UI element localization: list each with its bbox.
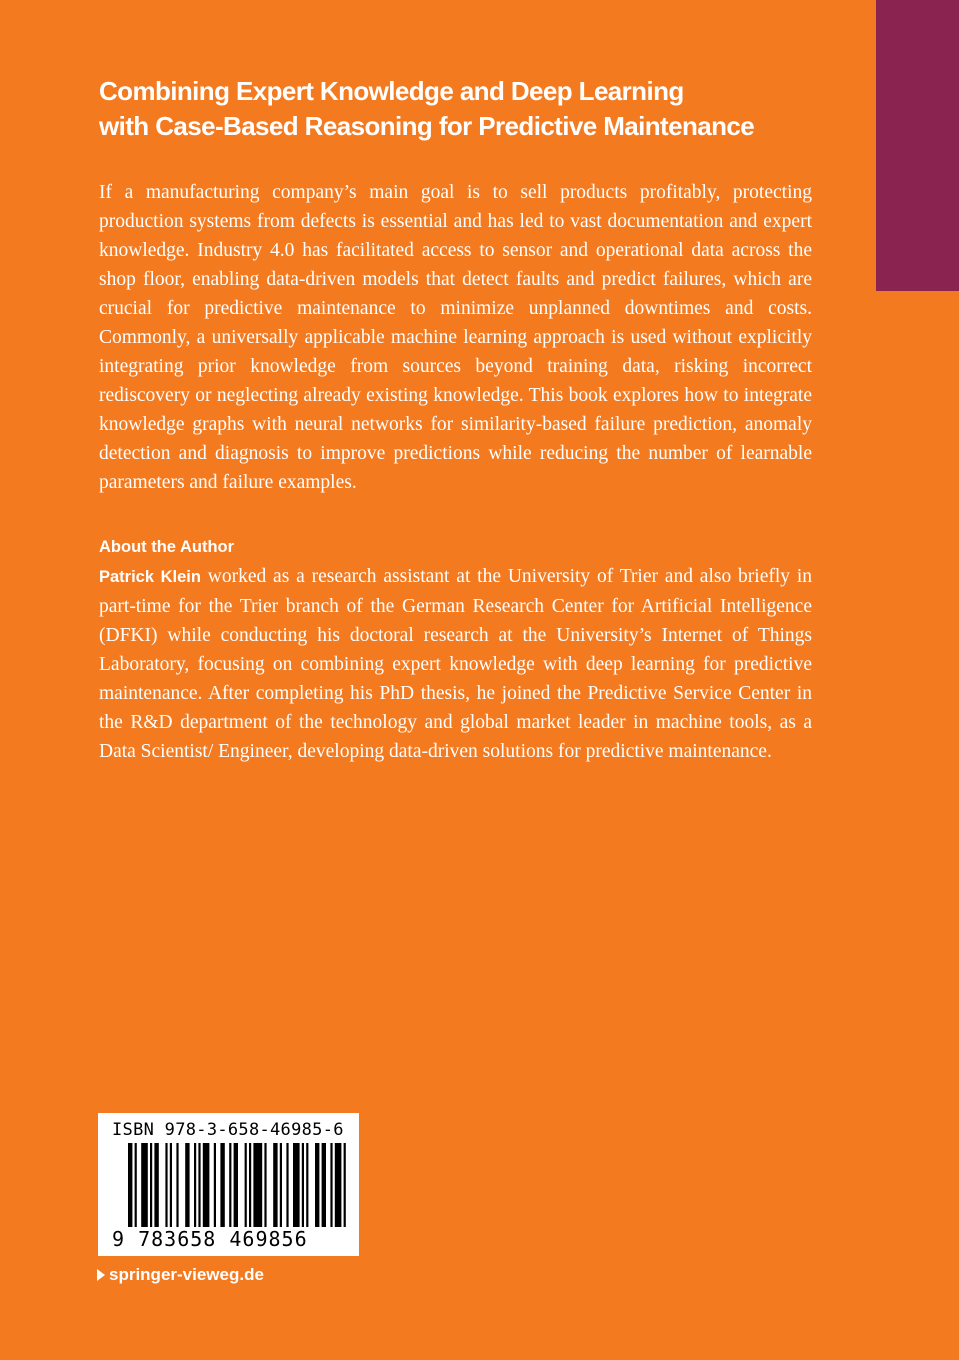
barcode-digits: 9 783658 469856 xyxy=(112,1227,308,1251)
barcode-bar xyxy=(344,1143,346,1227)
barcode-bar xyxy=(154,1143,158,1227)
barcode-bar xyxy=(293,1143,300,1227)
barcode-bar xyxy=(170,1143,172,1227)
barcode-bar xyxy=(249,1143,251,1227)
barcode-bar xyxy=(273,1143,277,1227)
barcode-bar xyxy=(245,1143,247,1227)
barcode-bar xyxy=(286,1143,288,1227)
about-author-heading: About the Author xyxy=(99,538,235,556)
barcode-bar xyxy=(128,1143,132,1227)
barcode-bar xyxy=(165,1143,167,1227)
barcode-bar xyxy=(253,1143,262,1227)
barcode-bar xyxy=(198,1143,200,1227)
isbn-barcode xyxy=(98,1113,359,1256)
author-name: Patrick Klein xyxy=(99,568,201,586)
barcode-bar xyxy=(185,1143,189,1227)
accent-color-bar xyxy=(876,0,959,291)
barcode-bar xyxy=(203,1143,210,1227)
barcode-bar xyxy=(214,1143,216,1227)
book-title-line-2: with Case-Based Reasoning for Predictive Maintenance xyxy=(99,111,755,141)
arrow-right-icon xyxy=(97,1269,105,1281)
publisher-url[interactable] xyxy=(97,1264,264,1286)
author-biography xyxy=(99,562,812,766)
barcode-bar xyxy=(194,1143,196,1227)
barcode-bar xyxy=(330,1143,332,1227)
barcode-bar xyxy=(229,1143,231,1227)
barcode-bar xyxy=(176,1143,178,1227)
book-description: If a manufacturing company’s main goal is to sell products profitably, protecting production systems from defects is essential and has led to vast documentation and expert knowledge. Industry 4.0 has facilitated access to sensor and operational data across the shop floor, enabling data-driven models that detect faults and predict failures, which are crucial for predictive maintenance to minimize unplanned downtimes and costs. Commonly, a universally applicable machine learning approach is used without explicitly integrating prior knowledge from sources beyond training data, risking incorrect rediscovery or neglecting already existing knowledge. This book explores how to integrate knowledge graphs with neural networks for similarity-based failure prediction, anomaly detection and diagnosis to improve predictions while reducing the number of learnable parameters and failure examples. xyxy=(99,182,812,493)
barcode-bar xyxy=(264,1143,266,1227)
book-title-line-1: Combining Expert Knowledge and Deep Learning xyxy=(99,76,684,106)
barcode-bar xyxy=(322,1143,326,1227)
barcode-bar xyxy=(280,1143,282,1227)
barcode-bar xyxy=(150,1143,152,1227)
barcode-bar xyxy=(302,1143,304,1227)
publisher-url-text: springer-vieweg.de xyxy=(109,1265,264,1284)
book-title xyxy=(99,74,839,144)
barcode-bar xyxy=(315,1143,319,1227)
barcode-bar xyxy=(220,1143,224,1227)
author-bio-text: worked as a research assistant at the University of Trier and also briefly in part-time for the Trier branch of the German Research Center for Artificial Intelligence (DFKI) while conducting his doctoral research at the University’s Internet of Things Laboratory, focusing on combining expert knowledge with deep learning for predictive maintenance. After completing his PhD thesis, he joined the Predictive Service Center in the R&D department of the technology and global market leader in machine tools, as a Data Scientist/ Engineer, developing data-driven solutions for predictive maintenance. xyxy=(99,566,812,762)
isbn-label: ISBN 978-3-658-46985-6 xyxy=(112,1120,344,1140)
barcode-bar xyxy=(141,1143,148,1227)
barcode-bar xyxy=(135,1143,137,1227)
barcode-bar xyxy=(306,1143,308,1227)
barcode-bar xyxy=(234,1143,238,1227)
barcode-bar xyxy=(335,1143,342,1227)
